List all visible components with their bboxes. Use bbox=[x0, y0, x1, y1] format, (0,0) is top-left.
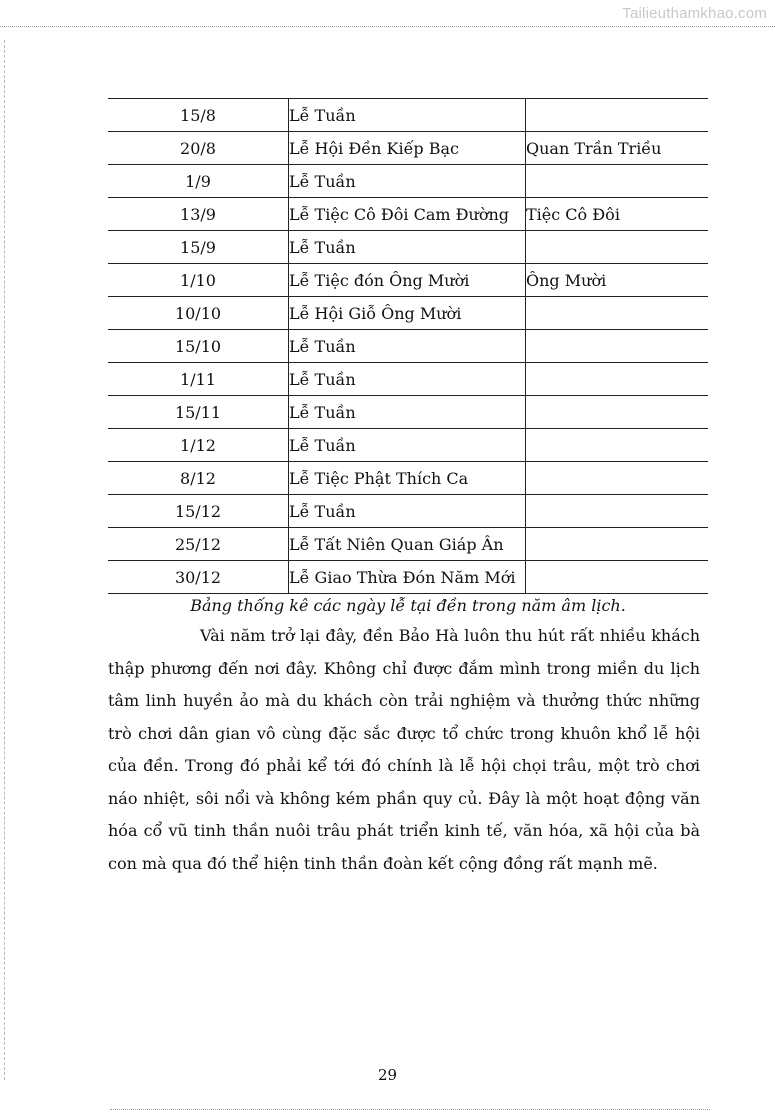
table-row bbox=[108, 264, 708, 297]
table-row bbox=[108, 495, 708, 528]
table-cell-date: 15/10 bbox=[108, 330, 289, 363]
table-cell-deity bbox=[526, 429, 709, 462]
table-cell-deity bbox=[526, 99, 709, 132]
table-row bbox=[108, 528, 708, 561]
watermark: Tailieuthamkhao.com bbox=[622, 5, 767, 22]
table-cell-date: 15/9 bbox=[108, 231, 289, 264]
festival-table-body bbox=[108, 99, 708, 594]
table-cell-date: 25/12 bbox=[108, 528, 289, 561]
body-paragraph: Vài năm trở lại đây, đền Bảo Hà luôn thu hút rất nhiều khách thập phương đến nơi đây. Không chỉ được đắm mình trong miền du lịch tâm linh huyền ảo mà du khách còn trải nghiệm và thưởng thức những trò chơi dân gian vô cùng đặc sắc được tổ chức trong khuôn khổ lễ hội của đền. Trong đó phải kể tới đó chính là lễ hội chọi trâu, một trò chơi náo nhiệt, sôi nổi và không kém phần quy củ. Đây là một hoạt động văn hóa cổ vũ tinh thần nuôi trâu phát triển kinh tế, văn hóa, xã hội của bà con mà qua đó thể hiện tinh thần đoàn kết cộng đồng rất mạnh mẽ. bbox=[108, 626, 700, 873]
table-cell-rite: Lễ Hội Đền Kiếp Bạc bbox=[289, 132, 526, 165]
table-cell-date: 15/11 bbox=[108, 396, 289, 429]
table-cell-rite: Lễ Tuần bbox=[289, 99, 526, 132]
table-cell-date: 8/12 bbox=[108, 462, 289, 495]
table-cell-deity bbox=[526, 495, 709, 528]
table-cell-rite: Lễ Tuần bbox=[289, 165, 526, 198]
table-cell-date: 1/12 bbox=[108, 429, 289, 462]
scan-margin-line bbox=[4, 40, 5, 1080]
table-row bbox=[108, 429, 708, 462]
table-cell-rite: Lễ Giao Thừa Đón Năm Mới bbox=[289, 561, 526, 594]
table-cell-deity bbox=[526, 528, 709, 561]
table-cell-date: 20/8 bbox=[108, 132, 289, 165]
table-cell-rite: Lễ Tuần bbox=[289, 429, 526, 462]
table-cell-rite: Lễ Tuần bbox=[289, 495, 526, 528]
table-cell-deity bbox=[526, 165, 709, 198]
table-cell-rite: Lễ Tuần bbox=[289, 330, 526, 363]
table-cell-rite: Lễ Hội Giỗ Ông Mười bbox=[289, 297, 526, 330]
table-cell-deity bbox=[526, 363, 709, 396]
scan-bottom-border bbox=[110, 1109, 710, 1110]
table-row bbox=[108, 462, 708, 495]
table-row bbox=[108, 231, 708, 264]
table-caption: Bảng thống kê các ngày lễ tại đền trong năm âm lịch. bbox=[190, 596, 626, 615]
table-cell-deity bbox=[526, 561, 709, 594]
table-cell-date: 10/10 bbox=[108, 297, 289, 330]
table-cell-rite: Lễ Tiệc Cô Đôi Cam Đường bbox=[289, 198, 526, 231]
table-cell-date: 13/9 bbox=[108, 198, 289, 231]
page-number: 29 bbox=[377, 1066, 398, 1084]
table-row bbox=[108, 99, 708, 132]
table-row bbox=[108, 297, 708, 330]
table-cell-rite: Lễ Tiệc Phật Thích Ca bbox=[289, 462, 526, 495]
table-row bbox=[108, 396, 708, 429]
table-cell-date: 1/11 bbox=[108, 363, 289, 396]
table-cell-date: 30/12 bbox=[108, 561, 289, 594]
table-cell-deity: Tiệc Cô Đôi bbox=[526, 198, 709, 231]
table-cell-rite: Lễ Tiệc đón Ông Mười bbox=[289, 264, 526, 297]
table-cell-deity bbox=[526, 396, 709, 429]
table-row bbox=[108, 165, 708, 198]
table-cell-date: 1/9 bbox=[108, 165, 289, 198]
festival-table bbox=[108, 98, 708, 594]
table-cell-rite: Lễ Tuần bbox=[289, 231, 526, 264]
table-cell-date: 15/8 bbox=[108, 99, 289, 132]
table-cell-deity bbox=[526, 231, 709, 264]
table-cell-date: 1/10 bbox=[108, 264, 289, 297]
table-cell-deity: Quan Trần Triều bbox=[526, 132, 709, 165]
table-cell-rite: Lễ Tuần bbox=[289, 363, 526, 396]
table-row bbox=[108, 363, 708, 396]
table-cell-rite: Lễ Tuần bbox=[289, 396, 526, 429]
table-cell-date: 15/12 bbox=[108, 495, 289, 528]
table-cell-deity bbox=[526, 330, 709, 363]
table-row bbox=[108, 132, 708, 165]
table-row bbox=[108, 330, 708, 363]
table-cell-deity bbox=[526, 462, 709, 495]
table-row bbox=[108, 561, 708, 594]
table-cell-deity bbox=[526, 297, 709, 330]
table-row bbox=[108, 198, 708, 231]
table-cell-rite: Lễ Tất Niên Quan Giáp Ân bbox=[289, 528, 526, 561]
table-cell-deity: Ông Mười bbox=[526, 264, 709, 297]
